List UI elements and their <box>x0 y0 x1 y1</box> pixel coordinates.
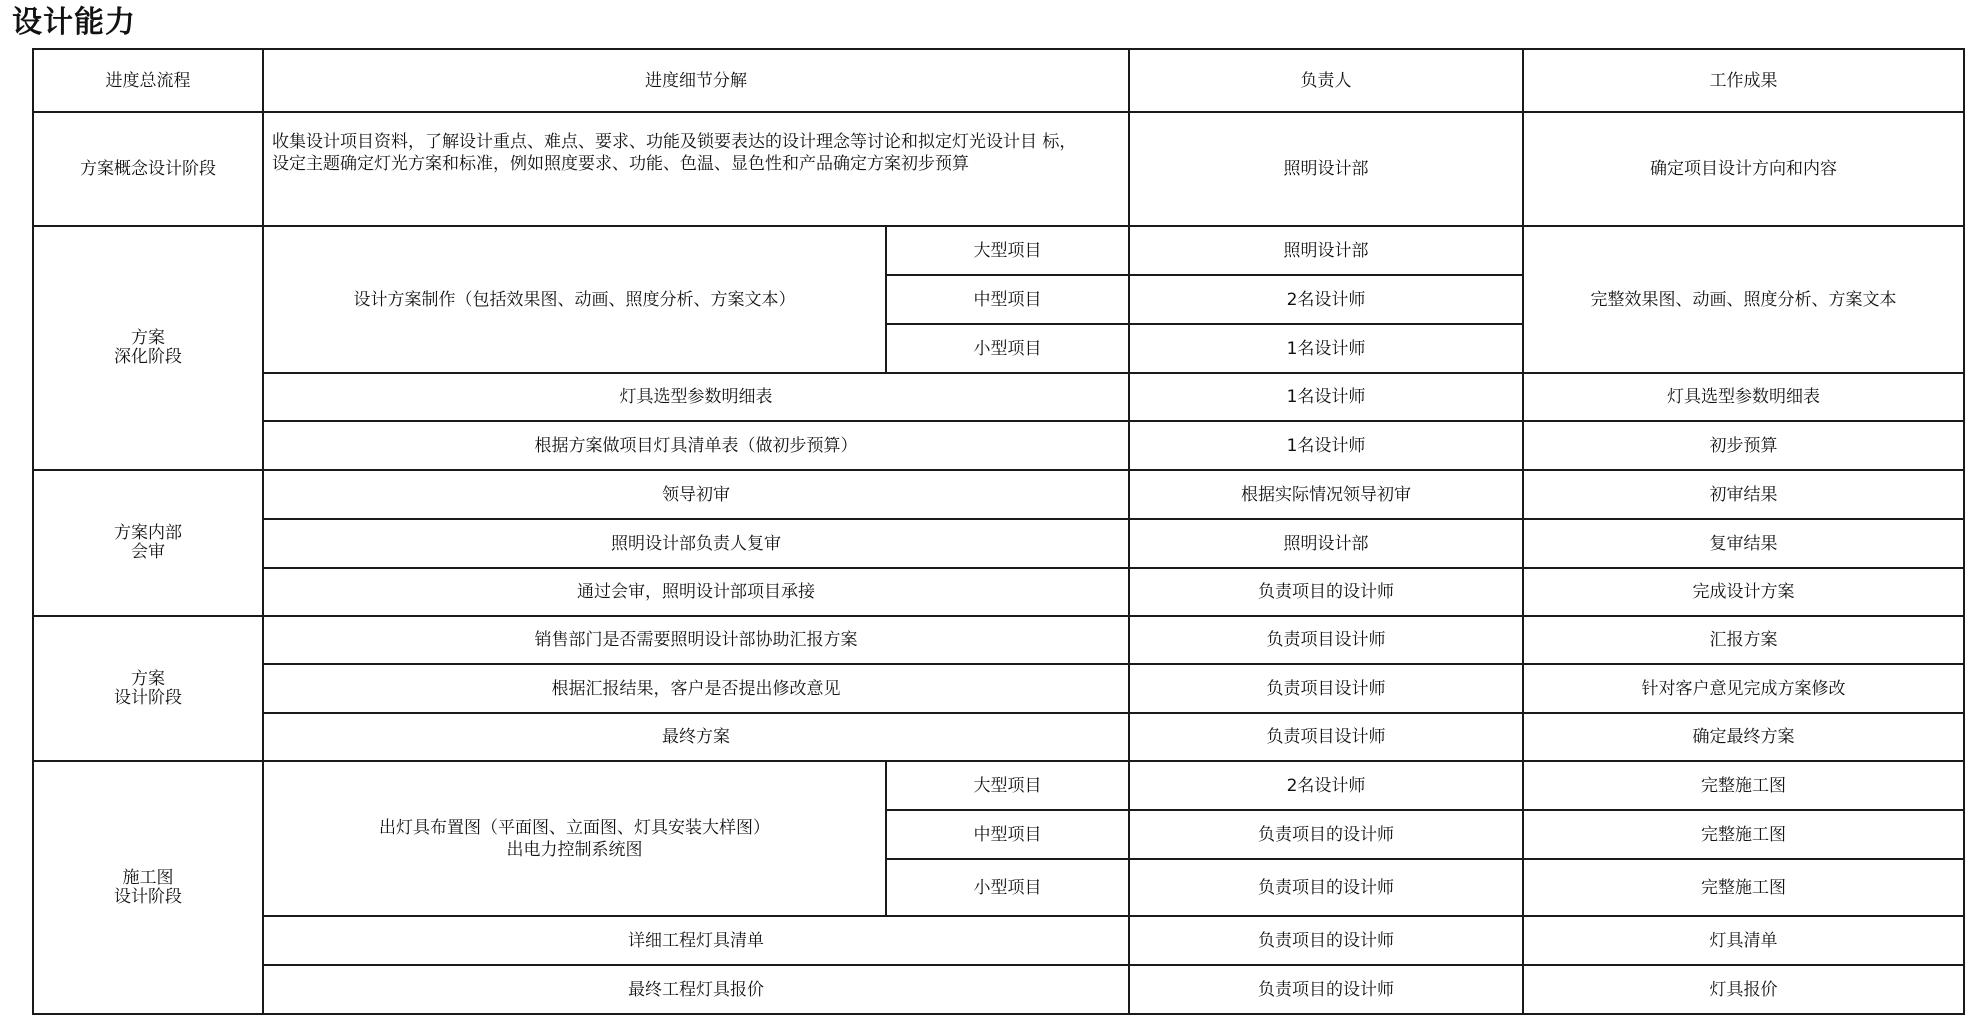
stage-cell <box>33 470 263 616</box>
detail-cell: 根据汇报结果，客户是否提出修改意见 <box>263 664 1129 713</box>
owner-cell: 负责项目的设计师 <box>1129 965 1523 1014</box>
owner-cell: 1名设计师 <box>1129 421 1523 470</box>
header-detail: 进度细节分解 <box>263 49 1129 112</box>
project-size-cell: 大型项目 <box>886 761 1129 810</box>
result-cell: 完整施工图 <box>1523 810 1964 859</box>
result-cell: 确定项目设计方向和内容 <box>1523 112 1964 226</box>
stage-label: 方案 设计阶段 <box>114 668 182 708</box>
detail-cell: 领导初审 <box>263 470 1129 519</box>
stage-label: 方案内部 会审 <box>114 523 182 562</box>
owner-cell: 负责项目的设计师 <box>1129 568 1523 616</box>
owner-cell: 负责项目设计师 <box>1129 664 1523 713</box>
header-owner: 负责人 <box>1129 49 1523 112</box>
owner-cell: 2名设计师 <box>1129 275 1523 324</box>
page-title: 设计能力 <box>12 5 136 40</box>
result-cell: 确定最终方案 <box>1523 713 1964 761</box>
stage-label: 施工图 设计阶段 <box>114 867 182 907</box>
stage-cell <box>33 226 263 470</box>
detail-cell <box>263 761 886 916</box>
project-size-cell: 大型项目 <box>886 226 1129 275</box>
detail-cell: 灯具选型参数明细表 <box>263 373 1129 421</box>
result-cell: 汇报方案 <box>1523 616 1964 664</box>
detail-cell: 设计方案制作（包括效果图、动画、照度分析、方案文本） <box>263 226 886 373</box>
table-row <box>33 519 1964 568</box>
owner-cell: 照明设计部 <box>1129 226 1523 275</box>
detail-line: 出电力控制系统图 <box>506 839 643 860</box>
table-row <box>33 616 1964 664</box>
table-row <box>33 761 1964 810</box>
header-row <box>33 49 1964 112</box>
result-cell: 灯具清单 <box>1523 916 1964 965</box>
result-cell: 初步预算 <box>1523 421 1964 470</box>
detail-cell: 销售部门是否需要照明设计部协助汇报方案 <box>263 616 1129 664</box>
project-size-cell: 中型项目 <box>886 810 1129 859</box>
result-cell: 完整施工图 <box>1523 859 1964 916</box>
result-cell: 初审结果 <box>1523 470 1964 519</box>
detail-line: 设定主题确定灯光方案和标准，例如照度要求、功能、色温、显色性和产品确定方案初步预算 <box>272 154 969 174</box>
owner-cell: 1名设计师 <box>1129 373 1523 421</box>
table-row <box>33 916 1964 965</box>
stage-cell: 方案概念设计阶段 <box>33 112 263 226</box>
table-row <box>33 421 1964 470</box>
stage-cell <box>33 616 263 761</box>
owner-cell: 负责项目的设计师 <box>1129 859 1523 916</box>
detail-cell: 详细工程灯具清单 <box>263 916 1129 965</box>
header-process: 进度总流程 <box>33 49 263 112</box>
result-cell: 灯具选型参数明细表 <box>1523 373 1964 421</box>
design-capability-table <box>32 48 1965 1015</box>
result-cell: 针对客户意见完成方案修改 <box>1523 664 1964 713</box>
table-row <box>33 470 1964 519</box>
owner-cell: 照明设计部 <box>1129 112 1523 226</box>
detail-cell: 通过会审，照明设计部项目承接 <box>263 568 1129 616</box>
header-result: 工作成果 <box>1523 49 1964 112</box>
table-row <box>33 965 1964 1014</box>
result-cell: 完整效果图、动画、照度分析、方案文本 <box>1523 226 1964 373</box>
table-row <box>33 568 1964 616</box>
result-cell: 复审结果 <box>1523 519 1964 568</box>
detail-cell: 最终方案 <box>263 713 1129 761</box>
result-cell: 完成设计方案 <box>1523 568 1964 616</box>
table-row <box>33 373 1964 421</box>
owner-cell: 负责项目设计师 <box>1129 616 1523 664</box>
table-row <box>33 713 1964 761</box>
result-cell: 完整施工图 <box>1523 761 1964 810</box>
stage-cell <box>33 761 263 1014</box>
project-size-cell: 小型项目 <box>886 324 1129 373</box>
table-row <box>33 112 1964 226</box>
detail-cell <box>263 112 1129 226</box>
project-size-cell: 中型项目 <box>886 275 1129 324</box>
detail-line: 出灯具布置图（平面图、立面图、灯具安装大样图） <box>379 817 770 838</box>
owner-cell: 1名设计师 <box>1129 324 1523 373</box>
owner-cell: 根据实际情况领导初审 <box>1129 470 1523 519</box>
owner-cell: 2名设计师 <box>1129 761 1523 810</box>
stage-label: 方案 深化阶段 <box>114 328 182 367</box>
owner-cell: 负责项目设计师 <box>1129 713 1523 761</box>
owner-cell: 负责项目的设计师 <box>1129 916 1523 965</box>
owner-cell: 照明设计部 <box>1129 519 1523 568</box>
detail-cell: 最终工程灯具报价 <box>263 965 1129 1014</box>
result-cell: 灯具报价 <box>1523 965 1964 1014</box>
detail-cell: 根据方案做项目灯具清单表（做初步预算） <box>263 421 1129 470</box>
table-row <box>33 664 1964 713</box>
project-size-cell: 小型项目 <box>886 859 1129 916</box>
owner-cell: 负责项目的设计师 <box>1129 810 1523 859</box>
detail-cell: 照明设计部负责人复审 <box>263 519 1129 568</box>
table-row <box>33 226 1964 275</box>
detail-line: 收集设计项目资料，了解设计重点、难点、要求、功能及锁要表达的设计理念等讨论和拟定灯光设计目 标， <box>272 132 1077 152</box>
